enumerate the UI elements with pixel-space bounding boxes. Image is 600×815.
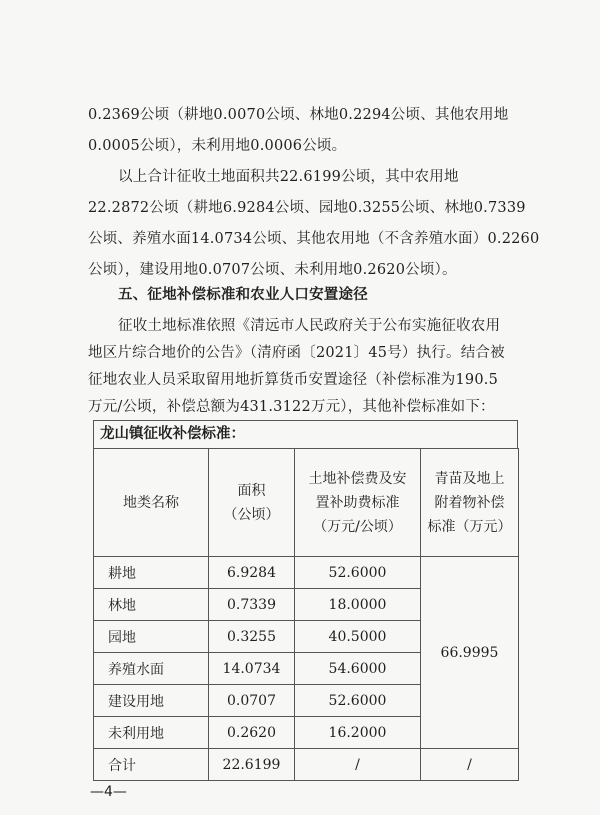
cell-land-type: 园地 <box>94 621 209 653</box>
paragraph-land-details <box>88 104 538 157</box>
compensation-table <box>93 420 518 781</box>
page-number: —4— <box>90 784 127 800</box>
text-line: 万元/公顷，补偿总额为431.3122万元），其他补偿标准如下： <box>88 399 495 415</box>
cell-crop-compensation: 66.9995 <box>421 557 519 749</box>
cell-area: 0.3255 <box>209 621 295 653</box>
text-line: 地区片综合地价的公告》（清府函〔2021〕45号）执行。结合被 <box>88 345 505 361</box>
paragraph-total-area <box>88 166 538 281</box>
cell-land-compensation: 52.6000 <box>295 557 421 589</box>
cell-land-compensation: 16.2000 <box>295 717 421 749</box>
cell-land-type: 耕地 <box>94 557 209 589</box>
cell-total-crop: / <box>421 749 519 781</box>
paragraph-compensation <box>88 315 538 418</box>
text-line: 公顷），建设用地0.0707公顷、未利用地0.2620公顷）。 <box>88 262 457 278</box>
cell-land-type: 未利用地 <box>94 717 209 749</box>
cell-land-compensation: 40.5000 <box>295 621 421 653</box>
text-line: 以上合计征收土地面积共22.6199公顷，其中农用地 <box>118 169 459 185</box>
cell-land-compensation: 18.0000 <box>295 589 421 621</box>
table-total-row <box>94 749 519 781</box>
cell-total-area: 22.6199 <box>209 749 295 781</box>
cell-area: 6.9284 <box>209 557 295 589</box>
header-land-compensation: 土地补偿费及安 置补助费标准 （万元/公顷） <box>295 449 421 557</box>
table-header-row <box>94 449 519 557</box>
cell-land-compensation: 54.6000 <box>295 653 421 685</box>
cell-area: 0.7339 <box>209 589 295 621</box>
text-line: 征收土地标准依照《清远市人民政府关于公布实施征收农用 <box>118 318 501 334</box>
compensation-grid <box>93 448 519 781</box>
header-crop-compensation: 青苗及地上 附着物补偿 标准（万元） <box>421 449 519 557</box>
table-title: 龙山镇征收补偿标准： <box>93 420 518 448</box>
text-line: 22.2872公顷（耕地6.9284公顷、园地0.3255公顷、林地0.7339 <box>88 200 526 216</box>
text-line: 0.0005公顷），未利用地0.0006公顷。 <box>88 138 347 154</box>
cell-area: 0.2620 <box>209 717 295 749</box>
cell-land-compensation: 52.6000 <box>295 685 421 717</box>
cell-area: 0.0707 <box>209 685 295 717</box>
cell-land-type: 林地 <box>94 589 209 621</box>
cell-area: 14.0734 <box>209 653 295 685</box>
text-line: 0.2369公顷（耕地0.0070公顷、林地0.2294公顷、其他农用地 <box>88 107 509 123</box>
cell-land-type: 建设用地 <box>94 685 209 717</box>
cell-total-compensation: / <box>295 749 421 781</box>
text-line: 征地农业人员采取留用地折算货币安置途径（补偿标准为190.5 <box>88 372 499 388</box>
cell-land-type: 养殖水面 <box>94 653 209 685</box>
table-row <box>94 557 519 589</box>
heading-text: 五、征地补偿标准和农业人口安置途径 <box>118 287 368 303</box>
section-heading <box>88 284 538 306</box>
header-land-type: 地类名称 <box>94 449 209 557</box>
text-line: 公顷、养殖水面14.0734公顷、其他农用地（不含养殖水面）0.2260 <box>88 231 540 247</box>
header-area: 面积 （公顷） <box>209 449 295 557</box>
cell-total-label: 合计 <box>94 749 209 781</box>
